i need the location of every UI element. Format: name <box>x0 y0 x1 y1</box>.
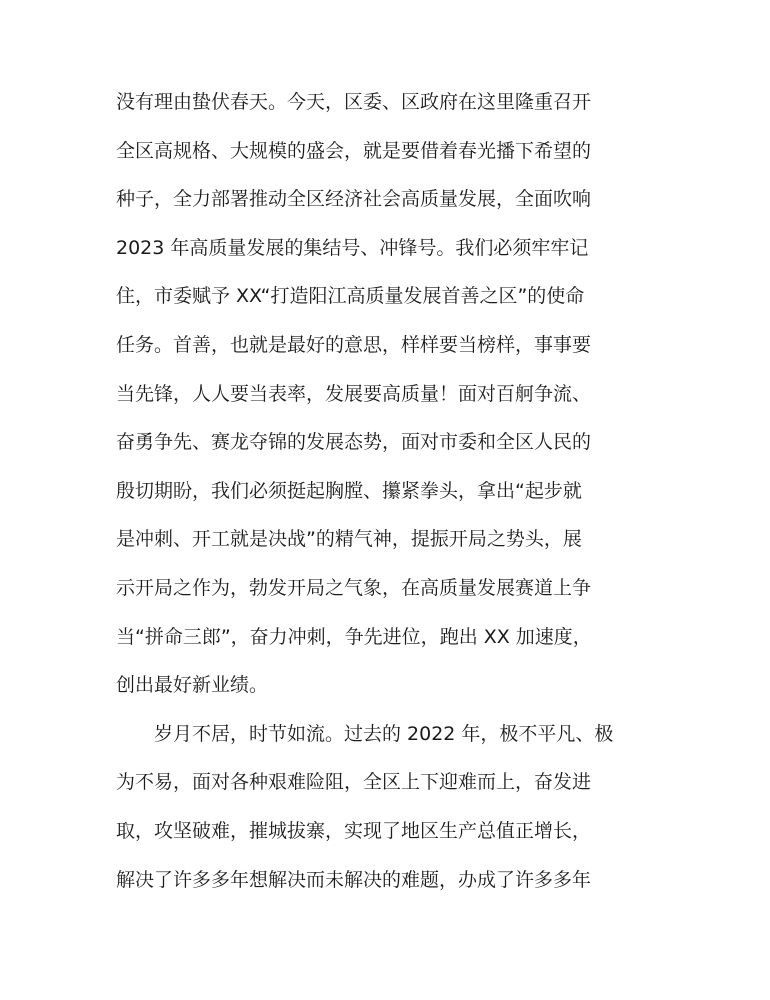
text-line: 殷切期盼，我们必须挺起胸膛、攥紧拳头，拿出“起步就 <box>116 479 582 502</box>
text-line: 岁月不居，时节如流。过去的 2022 年，极不平凡、极 <box>154 722 614 745</box>
text-line: 示开局之作为，勃发开局之气象，在高质量发展赛道上争 <box>116 576 592 599</box>
text-line: 2023 年高质量发展的集结号、冲锋号。我们必须牢牢记 <box>116 236 589 259</box>
text-line: 当“拼命三郎”，奋力冲刺，争先进位，跑出 XX 加速度， <box>116 625 592 648</box>
text-line: 没有理由蛰伏春天。今天，区委、区政府在这里隆重召开 <box>116 91 592 113</box>
text-line: 当先锋，人人要当表率，发展要高质量！面对百舸争流、 <box>116 382 592 405</box>
text-line: 任务。首善，也就是最好的意思，样样要当榜样，事事要 <box>116 333 592 356</box>
text-line: 取，攻坚破难，摧城拔寨，实现了地区生产总值正增长， <box>116 819 592 842</box>
document-body <box>116 78 661 904</box>
text-line: 种子，全力部署推动全区经济社会高质量发展，全面吹响 <box>116 188 592 211</box>
text-line: 创出最好新业绩。 <box>116 674 269 697</box>
text-line: 全区高规格、大规模的盛会，就是要借着春光播下希望的 <box>116 139 592 162</box>
text-line: 奋勇争先、赛龙夺锦的发展态势，面对市委和全区人民的 <box>116 431 592 454</box>
paragraph-2 <box>116 710 661 904</box>
text-line: 解决了许多多年想解决而未解决的难题，办成了许多多年 <box>116 868 592 891</box>
paragraph-1 <box>116 78 661 710</box>
text-line: 是冲刺、开工就是决战”的精气神，提振开局之势头，展 <box>116 528 582 551</box>
text-line: 为不易，面对各种艰难险阻，全区上下迎难而上，奋发进 <box>116 771 592 794</box>
text-line: 住，市委赋予 XX“打造阳江高质量发展首善之区”的使命 <box>116 285 585 308</box>
